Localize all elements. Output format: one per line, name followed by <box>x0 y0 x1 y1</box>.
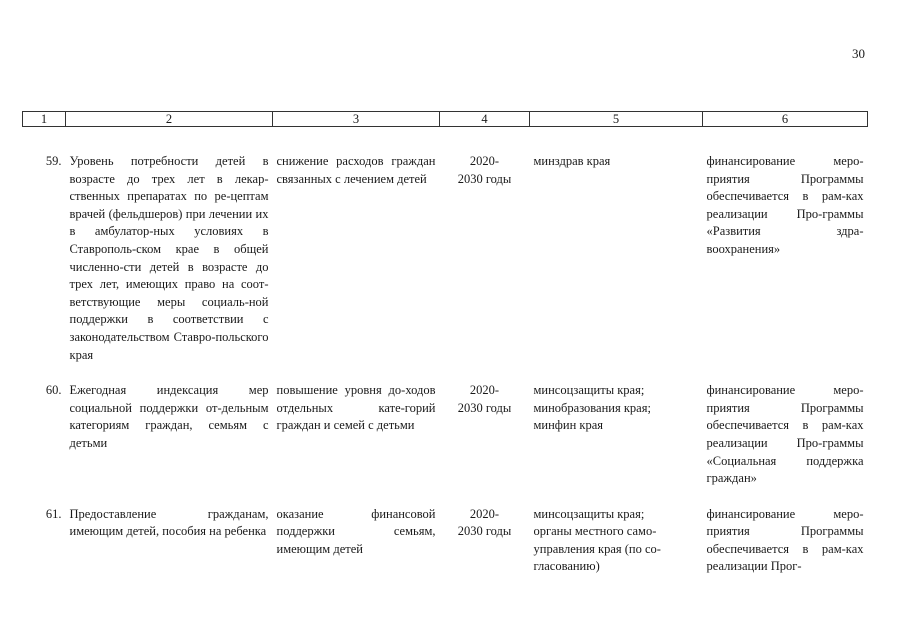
measure-cell <box>66 488 273 576</box>
table-row <box>23 127 868 365</box>
header-col-2: 2 <box>66 112 273 127</box>
executor-text: минсоцзащиты края; органы местного само-управления края (по со-гласованию) <box>533 506 661 574</box>
measure-text: Уровень потребности детей в возрасте до трех лет в лекар-ственных препаратах по ре-цептам врачей (фельдшеров) при лечении их в амбулатор-ных условиях в Ставрополь-ском крае в общей численно-сти детей в возрасте до трех лет, имеющих право на соот-ветствующие меры социаль-ной поддержки в соответствии с законодательством Ставро-польского края <box>69 154 269 362</box>
period-cell <box>440 127 530 365</box>
period-text: 2020- 2030 годы <box>457 506 512 539</box>
executor-text: минсоцзащиты края; минобразования края; минфин края <box>533 383 651 433</box>
executor-cell <box>530 488 703 576</box>
executor-text: минздрав края <box>533 154 611 168</box>
row-number: 60. <box>45 383 62 398</box>
table-body <box>23 127 868 577</box>
period-cell <box>440 364 530 488</box>
financing-cell <box>703 488 868 576</box>
measure-cell <box>66 364 273 488</box>
financing-text: финансирование меро-приятия Программы обеспечивается в рам-ках реализации Прог- <box>706 506 864 574</box>
header-row <box>23 112 868 127</box>
financing-cell <box>703 127 868 365</box>
result-text: повышение уровня до-ходов отдельных кате-горий граждан и семей с детьми <box>276 383 436 433</box>
executor-cell <box>530 364 703 488</box>
period-cell <box>440 488 530 576</box>
executor-cell <box>530 127 703 365</box>
financing-cell <box>703 364 868 488</box>
table-header <box>23 112 868 127</box>
row-number: 61. <box>45 506 62 521</box>
financing-text: финансирование меро-приятия Программы обеспечивается в рам-ках реализации Про-граммы «Развития здра-воохранения» <box>706 154 864 256</box>
header-col-3: 3 <box>273 112 440 127</box>
measure-text: Предоставление гражданам, имеющим детей, пособия на ребенка <box>69 506 269 539</box>
measure-text: Ежегодная индексация мер социальной поддержки от-дельным категориям граждан, семьям с детьми <box>69 383 269 450</box>
page-number: 30 <box>852 46 865 61</box>
period-text: 2020- 2030 годы <box>457 154 512 186</box>
result-cell <box>273 364 440 488</box>
header-col-5: 5 <box>530 112 703 127</box>
result-cell <box>273 127 440 365</box>
header-col-4: 4 <box>440 112 530 127</box>
result-cell <box>273 488 440 576</box>
table-row <box>23 364 868 488</box>
result-text: снижение расходов граждан связанных с лечением детей <box>276 154 436 186</box>
financing-text: финансирование меро-приятия Программы обеспечивается в рам-ках реализации Про-граммы «Социальная поддержка граждан» <box>706 383 864 486</box>
header-col-6: 6 <box>703 112 868 127</box>
row-number: 59. <box>45 154 62 168</box>
table-row <box>23 488 868 576</box>
measures-table <box>22 111 868 576</box>
measure-cell <box>66 127 273 365</box>
header-col-1: 1 <box>23 112 66 127</box>
period-text: 2020- 2030 годы <box>457 383 512 415</box>
result-text: оказание финансовой поддержки семьям, имеющим детей <box>276 506 436 556</box>
